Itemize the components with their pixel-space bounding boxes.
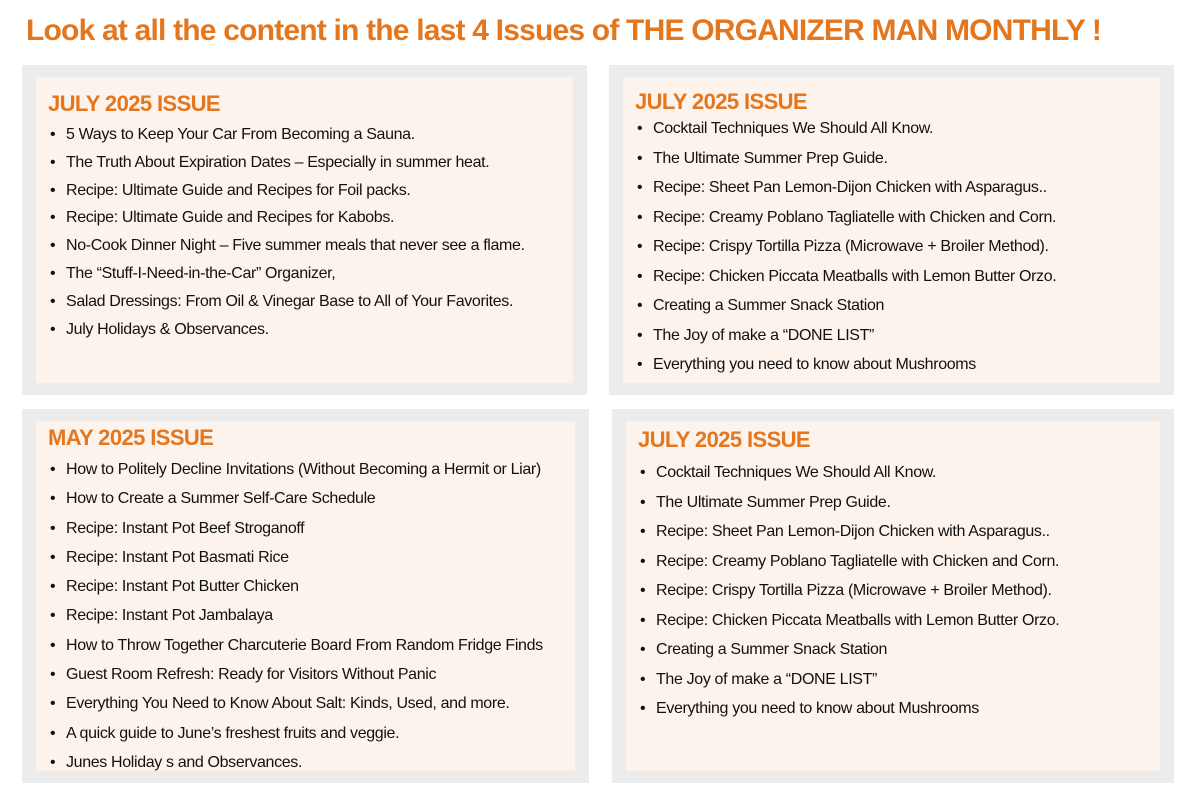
issue-item-text: The Ultimate Summer Prep Guide. bbox=[653, 149, 888, 167]
issue-item-text: Recipe: Instant Pot Butter Chicken bbox=[66, 578, 299, 596]
issue-panel-bottom-left bbox=[22, 409, 589, 783]
issue-item bbox=[638, 665, 1059, 695]
issue-item bbox=[638, 547, 1059, 577]
bullet-icon: • bbox=[637, 238, 643, 255]
issue-item bbox=[635, 114, 1056, 144]
issue-item bbox=[48, 484, 543, 513]
issue-item-text: Cocktail Techniques We Should All Know. bbox=[656, 464, 937, 481]
issue-item-text: July Holidays & Observances. bbox=[66, 320, 269, 338]
bullet-icon: • bbox=[50, 578, 56, 596]
issue-item bbox=[48, 660, 543, 689]
bullet-icon: • bbox=[50, 209, 56, 227]
issue-item-text: Recipe: Sheet Pan Lemon-Dijon Chicken with Asparagus.. bbox=[656, 523, 1050, 540]
issue-item bbox=[638, 635, 1059, 665]
page-headline: Look at all the content in the last 4 Issues of THE ORGANIZER MAN MONTHLY ! bbox=[26, 14, 1102, 47]
bullet-icon: • bbox=[640, 641, 646, 658]
bullet-icon: • bbox=[637, 208, 643, 226]
bullet-icon: • bbox=[637, 267, 643, 285]
issue-item-text: Creating a Summer Snack Station bbox=[653, 297, 885, 314]
bullet-icon: • bbox=[640, 464, 646, 481]
issue-item bbox=[635, 321, 1056, 351]
issue-item-text: How to Politely Decline Invitations (Without Becoming a Hermit or Liar) bbox=[66, 461, 541, 478]
issue-item-text: Recipe: Sheet Pan Lemon-Dijon Chicken with Asparagus.. bbox=[653, 179, 1047, 196]
bullet-icon: • bbox=[637, 149, 643, 167]
issue-item-text: Recipe: Ultimate Guide and Recipes for Foil packs. bbox=[66, 181, 411, 199]
issue-item-text: Recipe: Creamy Poblano Tagliatelle with Chicken and Corn. bbox=[656, 552, 1060, 570]
bullet-icon: • bbox=[640, 611, 646, 629]
issue-item bbox=[638, 606, 1059, 636]
issue-title: JULY 2025 ISSUE bbox=[638, 427, 811, 452]
issue-item bbox=[48, 177, 525, 205]
issue-item bbox=[48, 121, 525, 149]
issue-item-list bbox=[635, 114, 1056, 380]
issue-item bbox=[48, 689, 543, 718]
issue-panel-body bbox=[626, 421, 1160, 771]
issue-item-text: The Ultimate Summer Prep Guide. bbox=[656, 493, 891, 511]
issue-item-text: Recipe: Instant Pot Beef Stroganoff bbox=[66, 519, 305, 537]
issue-item bbox=[48, 601, 543, 630]
issue-item bbox=[48, 149, 525, 177]
bullet-icon: • bbox=[50, 264, 56, 282]
issue-panel-top-left bbox=[22, 65, 587, 395]
issue-item bbox=[48, 232, 525, 260]
issue-item bbox=[635, 203, 1056, 233]
issue-item-text: Recipe: Ultimate Guide and Recipes for Kabobs. bbox=[66, 209, 395, 227]
issue-item-text: The “Stuff-I-Need-in-the-Car” Organizer, bbox=[66, 264, 336, 282]
bullet-icon: • bbox=[640, 493, 646, 511]
issue-item-text: Everything you need to know about Mushrooms bbox=[656, 700, 979, 717]
issue-item bbox=[635, 173, 1056, 203]
issue-title: JULY 2025 ISSUE bbox=[48, 91, 221, 116]
issue-item-text: Creating a Summer Snack Station bbox=[656, 641, 888, 658]
bullet-icon: • bbox=[50, 292, 56, 310]
issue-item-text: Everything You Need to Know About Salt: Kinds, Used, and more. bbox=[66, 695, 510, 713]
issue-title: JULY 2025 ISSUE bbox=[635, 89, 808, 114]
issue-item-text: Recipe: Instant Pot Jambalaya bbox=[66, 607, 273, 625]
issue-item-text: The Joy of make a “DONE LIST” bbox=[656, 670, 878, 688]
issue-item bbox=[48, 204, 525, 232]
issue-item-text: Cocktail Techniques We Should All Know. bbox=[653, 120, 934, 137]
bullet-icon: • bbox=[50, 320, 56, 338]
issue-item-text: Recipe: Crispy Tortilla Pizza (Microwave + Broiler Method). bbox=[656, 582, 1052, 599]
issue-panel-bottom-right bbox=[612, 409, 1174, 783]
issue-item-text: Junes Holiday s and Observances. bbox=[66, 753, 303, 771]
issue-item bbox=[638, 488, 1059, 518]
issue-item bbox=[48, 288, 525, 316]
issue-item bbox=[635, 350, 1056, 380]
issue-item-text: Recipe: Creamy Poblano Tagliatelle with Chicken and Corn. bbox=[653, 208, 1057, 226]
issue-item-list bbox=[638, 458, 1059, 724]
issue-item-text: Recipe: Instant Pot Basmati Rice bbox=[66, 548, 289, 566]
issue-item bbox=[48, 719, 543, 748]
issue-item-text: Guest Room Refresh: Ready for Visitors Without Panic bbox=[66, 666, 437, 684]
bullet-icon: • bbox=[640, 700, 646, 717]
bullet-icon: • bbox=[50, 461, 56, 478]
bullet-icon: • bbox=[50, 519, 56, 537]
bullet-icon: • bbox=[50, 237, 56, 255]
issue-item bbox=[48, 316, 525, 344]
issue-item bbox=[635, 232, 1056, 262]
bullet-icon: • bbox=[50, 695, 56, 713]
issue-panel-top-right bbox=[609, 65, 1174, 395]
issue-item bbox=[635, 291, 1056, 321]
issue-item bbox=[48, 543, 543, 572]
issue-item-list bbox=[48, 455, 543, 777]
bullet-icon: • bbox=[50, 666, 56, 684]
issue-item-text: A quick guide to June’s freshest fruits and veggie. bbox=[66, 724, 400, 742]
issue-item-text: Recipe: Chicken Piccata Meatballs with Lemon Butter Orzo. bbox=[656, 611, 1060, 629]
issue-item-text: 5 Ways to Keep Your Car From Becoming a Sauna. bbox=[66, 126, 415, 143]
bullet-icon: • bbox=[50, 181, 56, 199]
issue-item bbox=[48, 748, 543, 777]
bullet-icon: • bbox=[637, 356, 643, 373]
issue-item-list bbox=[48, 121, 525, 343]
issue-panel-body bbox=[36, 77, 573, 383]
issue-item bbox=[48, 455, 543, 484]
issue-item bbox=[48, 514, 543, 543]
bullet-icon: • bbox=[640, 582, 646, 599]
bullet-icon: • bbox=[637, 120, 643, 137]
issue-item bbox=[48, 631, 543, 660]
bullet-icon: • bbox=[50, 607, 56, 625]
bullet-icon: • bbox=[637, 179, 643, 196]
issue-item-text: Recipe: Crispy Tortilla Pizza (Microwave + Broiler Method). bbox=[653, 238, 1049, 255]
bullet-icon: • bbox=[50, 753, 56, 771]
bullet-icon: • bbox=[640, 523, 646, 540]
bullet-icon: • bbox=[640, 670, 646, 688]
issue-item-text: Recipe: Chicken Piccata Meatballs with Lemon Butter Orzo. bbox=[653, 267, 1057, 285]
issue-title: MAY 2025 ISSUE bbox=[48, 425, 214, 450]
issue-item bbox=[48, 260, 525, 288]
bullet-icon: • bbox=[640, 552, 646, 570]
issue-item bbox=[635, 144, 1056, 174]
bullet-icon: • bbox=[50, 126, 56, 143]
bullet-icon: • bbox=[50, 636, 56, 654]
bullet-icon: • bbox=[50, 153, 56, 171]
issue-panel-body bbox=[623, 77, 1160, 383]
issue-item-text: The Truth About Expiration Dates – Especially in summer heat. bbox=[66, 153, 490, 171]
bullet-icon: • bbox=[637, 297, 643, 314]
issue-item bbox=[638, 458, 1059, 488]
bullet-icon: • bbox=[50, 724, 56, 742]
issue-item-text: Salad Dressings: From Oil & Vinegar Base to All of Your Favorites. bbox=[66, 292, 514, 310]
issue-panel-body bbox=[36, 421, 575, 771]
bullet-icon: • bbox=[50, 548, 56, 566]
issue-item-text: How to Create a Summer Self-Care Schedule bbox=[66, 490, 376, 508]
issue-item-text: The Joy of make a “DONE LIST” bbox=[653, 326, 875, 344]
issue-item-text: How to Throw Together Charcuterie Board From Random Fridge Finds bbox=[66, 636, 543, 654]
issue-item bbox=[638, 694, 1059, 724]
issue-item-text: No-Cook Dinner Night – Five summer meals that never see a flame. bbox=[66, 237, 525, 255]
issue-item bbox=[48, 572, 543, 601]
issue-item bbox=[638, 576, 1059, 606]
bullet-icon: • bbox=[637, 326, 643, 344]
issue-item bbox=[638, 517, 1059, 547]
issue-item bbox=[635, 262, 1056, 292]
bullet-icon: • bbox=[50, 490, 56, 508]
issue-item-text: Everything you need to know about Mushrooms bbox=[653, 356, 976, 373]
